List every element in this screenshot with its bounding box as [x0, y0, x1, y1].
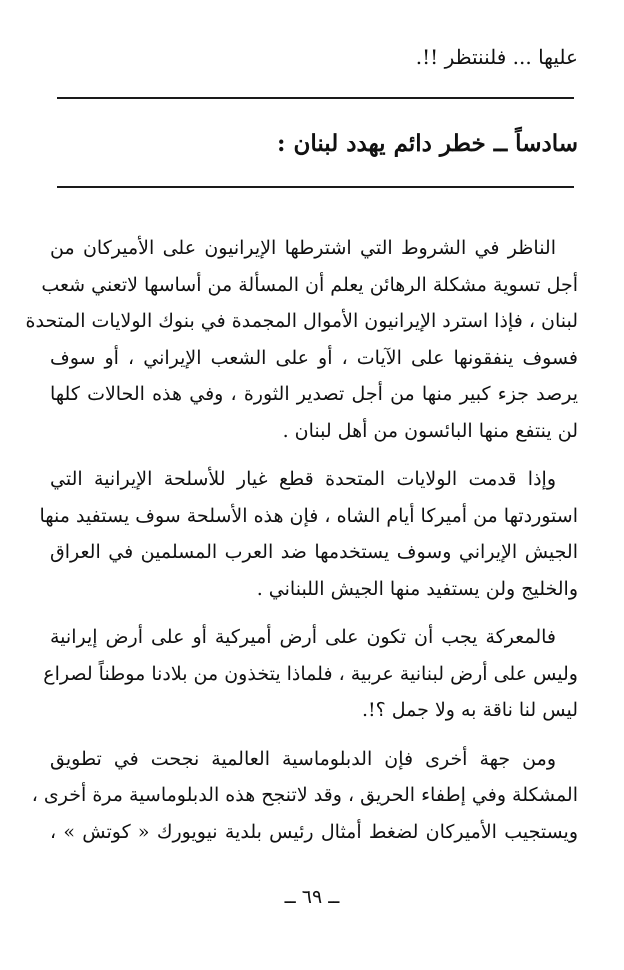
text-line: والخليج ولن يستفيد منها الجيش اللبناني . — [256, 577, 578, 600]
text-line: لن ينتفع منها البائسون من أهل لبنان . — [282, 419, 578, 442]
text-line: وإذا قدمت الولايات المتحدة قطع غيار للأسلحة الإيرانية التي — [50, 468, 556, 490]
text-line: ومن جهة أخرى فإن الدبلوماسية العالمية نجحت في تطويق — [50, 747, 556, 770]
text-line: لبنان ، فإذا استرد الإيرانيون الأموال المجمدة في بنوك الولايات المتحدة — [25, 310, 578, 332]
text-line: فالمعركة يجب أن تكون على أرض أميركية أو على أرض إيرانية — [50, 626, 556, 648]
paragraph — [25, 230, 578, 449]
text-line: ليس لنا ناقة به ولا جمل ؟!. — [361, 699, 578, 721]
continuation-line: عليها ... فلننتظر !!. — [415, 45, 578, 69]
text-line: استوردتها من أميركا أيام الشاه ، فإن هذه الأسلحة سوف يستفيد منها — [39, 504, 578, 527]
paragraph — [31, 741, 578, 851]
body-text — [25, 230, 578, 862]
text-line: أجل تسوية مشكلة الرهائن يعلم أن المسألة من أساسها لاتعني شعب — [41, 273, 578, 296]
text-line: وليس على أرض لبنانية عربية ، فلماذا يتخذون من بلادنا موطناً لصراع — [43, 662, 578, 685]
section-heading: سادساً ــ خطر دائم يهدد لبنان : — [276, 130, 578, 157]
paragraph — [43, 619, 578, 729]
page-number: ــ ٦٩ ــ — [284, 886, 340, 908]
text-line: ويستجيب الأميركان لضغط أمثال رئيس بلدية نيويورك « كوتش » ، — [50, 820, 578, 843]
text-line: المشكلة وفي إطفاء الحريق ، وقد لاتنجح هذه الدبلوماسية مرة أخرى ، — [31, 784, 578, 806]
heading-rule-bottom — [57, 186, 574, 188]
heading-rule-top — [57, 97, 574, 99]
text-line: الجيش الإيراني وسوف يستخدمها ضد العرب المسلمين في العراق — [50, 541, 578, 563]
paragraph — [39, 461, 578, 607]
text-line: فسوف ينفقونها على الآيات ، أو على الشعب الإيراني ، أو سوف — [50, 346, 578, 369]
text-line: يرصد جزء كبير منها من أجل تصدير الثورة ، وفي هذه الحالات كلها — [50, 383, 578, 405]
text-line: الناظر في الشروط التي اشترطها الإيرانيون على الأميركان من — [50, 237, 556, 259]
